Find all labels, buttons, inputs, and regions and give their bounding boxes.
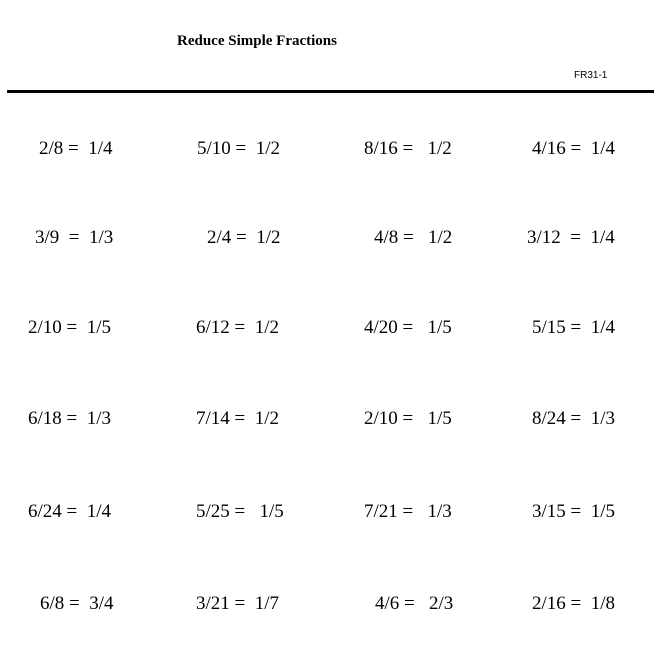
problem-item: 4/20 = 1/5 [364, 317, 452, 338]
problem-item: 7/21 = 1/3 [364, 501, 452, 522]
problem-item: 6/18 = 1/3 [28, 408, 112, 429]
problem-item: 3/21 = 1/7 [196, 593, 280, 614]
problem-item: 4/8 = 1/2 [374, 227, 453, 248]
problem-item: 6/8 = 3/4 [40, 593, 114, 614]
problem-item: 5/10 = 1/2 [197, 138, 281, 159]
worksheet-title: Reduce Simple Fractions [177, 33, 337, 49]
problem-item: 6/12 = 1/2 [196, 317, 280, 338]
problem-item: 5/15 = 1/4 [532, 317, 616, 338]
problem-item: 2/4 = 1/2 [207, 227, 281, 248]
problem-item: 7/14 = 1/2 [196, 408, 280, 429]
problem-item: 4/16 = 1/4 [532, 138, 616, 159]
problem-item: 3/12 = 1/4 [527, 227, 615, 248]
problem-item: 6/24 = 1/4 [28, 501, 112, 522]
problem-item: 8/16 = 1/2 [364, 138, 452, 159]
problem-item: 3/9 = 1/3 [35, 227, 114, 248]
worksheet-code: FR31-1 [574, 70, 608, 81]
problem-item: 8/24 = 1/3 [532, 408, 616, 429]
problem-item: 2/10 = 1/5 [28, 317, 112, 338]
problem-item: 2/8 = 1/4 [39, 138, 113, 159]
problem-item: 3/15 = 1/5 [532, 501, 616, 522]
problem-item: 4/6 = 2/3 [375, 593, 454, 614]
problem-item: 2/10 = 1/5 [364, 408, 452, 429]
problem-item: 5/25 = 1/5 [196, 501, 284, 522]
problem-item: 2/16 = 1/8 [532, 593, 616, 614]
